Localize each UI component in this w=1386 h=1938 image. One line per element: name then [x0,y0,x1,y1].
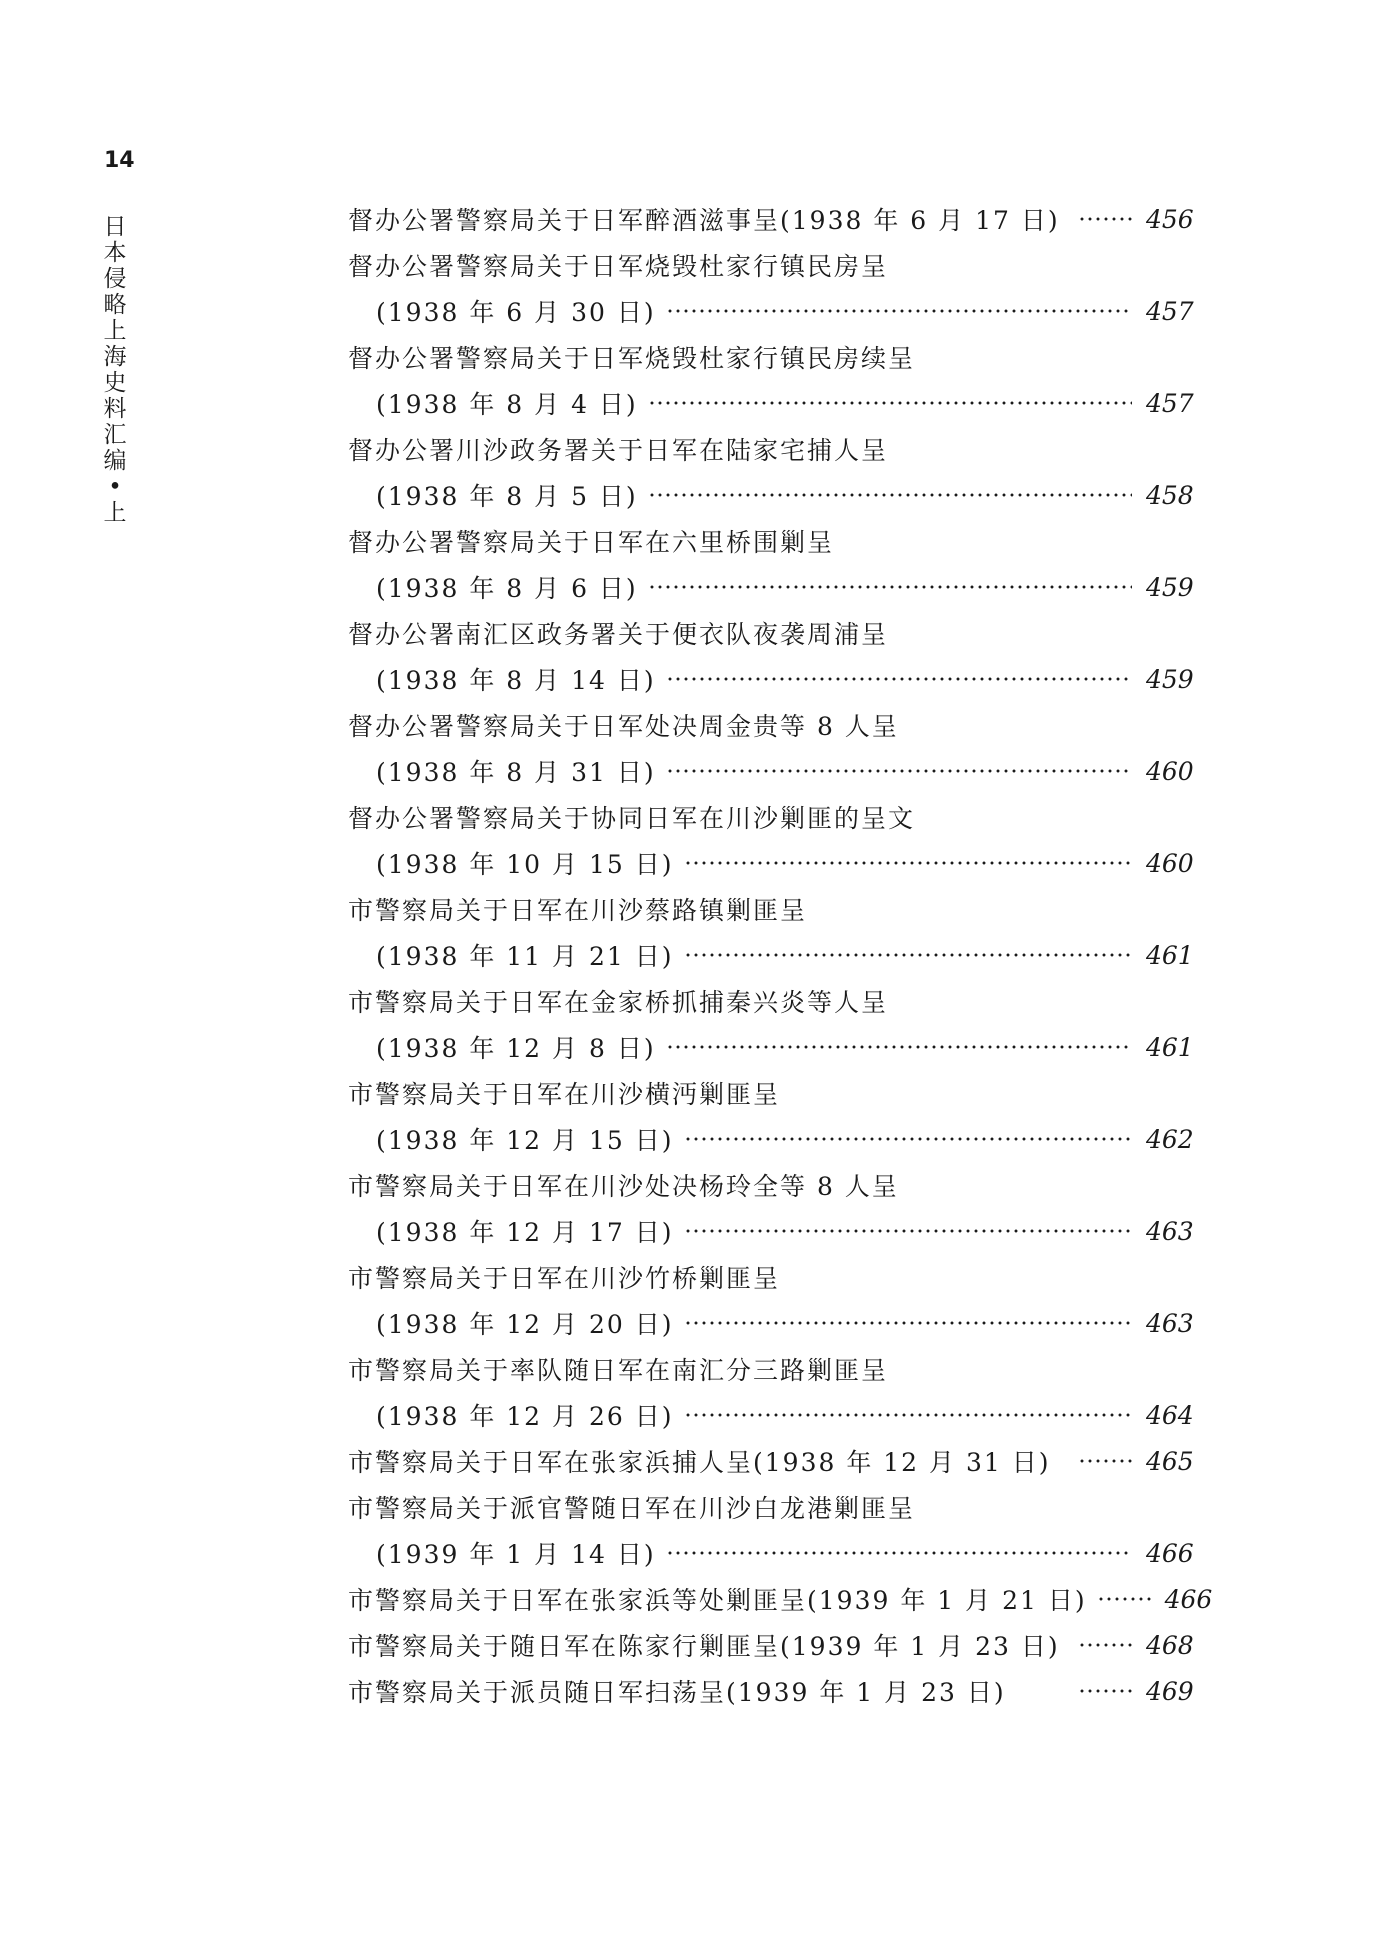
toc-entry-line [348,1484,1188,1530]
running-title-char: 史 [103,370,127,396]
dot-leader [1078,1641,1132,1649]
table-of-contents [348,196,1213,1714]
toc-entry-text: (1938 年 10 月 15 日) [376,850,674,879]
dot-leader [1097,1595,1151,1603]
running-title-char: 上 [103,318,127,344]
dot-leader [648,583,1132,591]
toc-page-number: 466 [1164,1584,1213,1614]
toc-entry-line [348,1300,1194,1346]
toc-entry-line [348,702,1188,748]
toc-entry-line [348,610,1188,656]
toc-entry-line [348,1576,1213,1622]
toc-entry-text: 市警察局关于日军在川沙竹桥剿匪呈 [348,1264,781,1293]
toc-entry-text: 市警察局关于派员随日军扫荡呈(1939 年 1 月 23 日) [348,1678,1006,1707]
dot-leader [1078,1687,1132,1695]
toc-entry-line [348,334,1188,380]
toc-entry-text: (1938 年 11 月 21 日) [376,942,674,971]
toc-entry-text: (1938 年 8 月 6 日) [376,574,638,603]
toc-entry-text: 市警察局关于随日军在陈家行剿匪呈(1939 年 1 月 23 日) [348,1632,1060,1661]
toc-page-number: 457 [1146,296,1194,326]
toc-entry-line [348,1392,1194,1438]
toc-entry-line [348,196,1194,242]
toc-entry-text: 督办公署警察局关于日军处决周金贵等 8 人呈 [348,712,899,741]
running-title [100,214,130,526]
toc-entry-text: 督办公署警察局关于日军烧毁杜家行镇民房续呈 [348,344,916,373]
toc-page-number: 459 [1146,664,1194,694]
toc-page-number: 465 [1146,1446,1194,1476]
toc-entry-line [348,242,1188,288]
toc-page-number: 457 [1146,388,1194,418]
toc-page-number: 458 [1146,480,1194,510]
toc-entry-text: (1939 年 1 月 14 日) [376,1540,656,1569]
toc-entry-text: 市警察局关于派官警随日军在川沙白龙港剿匪呈 [348,1494,916,1523]
toc-entry-line [348,1438,1194,1484]
toc-entry-line [348,1070,1188,1116]
toc-entry-text: (1938 年 8 月 4 日) [376,390,638,419]
toc-entry-text: 市警察局关于日军在金家桥抓捕秦兴炎等人呈 [348,988,889,1017]
dot-leader [1078,215,1132,223]
toc-page-number: 461 [1146,1032,1194,1062]
toc-entry-line [348,1254,1188,1300]
toc-entry-text: (1938 年 8 月 5 日) [376,482,638,511]
toc-entry-line [348,380,1194,426]
dot-leader [648,491,1132,499]
toc-entry-text: 督办公署警察局关于日军在六里桥围剿呈 [348,528,835,557]
toc-page-number: 460 [1146,848,1194,878]
toc-entry-text: (1938 年 12 月 20 日) [376,1310,674,1339]
dot-leader [666,307,1132,315]
toc-entry-line [348,288,1194,334]
toc-entry-text: 督办公署警察局关于日军烧毁杜家行镇民房呈 [348,252,889,281]
running-title-char: 上 [103,500,127,526]
toc-entry-text: (1938 年 12 月 8 日) [376,1034,656,1063]
toc-entry-text: 市警察局关于率队随日军在南汇分三路剿匪呈 [348,1356,889,1385]
running-title-char: 海 [103,344,127,370]
toc-entry-line [348,1208,1194,1254]
dot-leader [1078,1457,1132,1465]
toc-page-number: 462 [1146,1124,1194,1154]
toc-entry-text: 市警察局关于日军在川沙处决杨玲全等 8 人呈 [348,1172,899,1201]
toc-entry-line [348,1024,1194,1070]
toc-entry-line [348,932,1194,978]
page-number: 14 [104,148,135,173]
toc-page-number: 469 [1146,1676,1194,1706]
dot-leader [684,1319,1133,1327]
dot-leader [666,1043,1132,1051]
toc-entry-text: (1938 年 12 月 15 日) [376,1126,674,1155]
toc-entry-line [348,564,1194,610]
toc-entry-line [348,794,1188,840]
running-title-char: 侵 [103,266,127,292]
toc-page-number: 456 [1146,204,1194,234]
toc-entry-text: 市警察局关于日军在川沙蔡路镇剿匪呈 [348,896,808,925]
toc-entry-text: 督办公署警察局关于协同日军在川沙剿匪的呈文 [348,804,916,833]
toc-page-number: 464 [1146,1400,1194,1430]
toc-entry-text: (1938 年 6 月 30 日) [376,298,656,327]
running-title-char: 略 [103,292,127,318]
toc-page-number: 466 [1146,1538,1194,1568]
toc-entry-line [348,1346,1188,1392]
toc-entry-line [348,1668,1194,1714]
toc-entry-text: (1938 年 8 月 31 日) [376,758,656,787]
toc-entry-line [348,656,1194,702]
dot-leader [666,1549,1132,1557]
toc-entry-text: 市警察局关于日军在川沙横沔剿匪呈 [348,1080,781,1109]
dot-leader [684,1227,1133,1235]
dot-leader [684,859,1133,867]
toc-page-number: 460 [1146,756,1194,786]
dot-leader [684,1135,1133,1143]
toc-page-number: 461 [1146,940,1194,970]
running-title-char: 编 [103,448,127,474]
dot-leader [684,951,1133,959]
toc-entry-text: 市警察局关于日军在张家浜等处剿匪呈(1939 年 1 月 21 日) [348,1586,1087,1615]
toc-page-number: 459 [1146,572,1194,602]
toc-entry-text: 督办公署川沙政务署关于日军在陆家宅捕人呈 [348,436,889,465]
dot-leader [684,1411,1133,1419]
running-title-char: 本 [103,240,127,266]
toc-entry-line [348,518,1188,564]
dot-leader [666,675,1132,683]
toc-page-number: 463 [1146,1308,1194,1338]
running-title-char: 日 [103,214,127,240]
toc-entry-line [348,886,1188,932]
toc-entry-line [348,840,1194,886]
running-title-char: • [108,474,122,500]
toc-entry-line [348,978,1188,1024]
toc-entry-line [348,1530,1194,1576]
dot-leader [648,399,1132,407]
toc-entry-line [348,1162,1188,1208]
toc-entry-line [348,426,1188,472]
running-title-char: 料 [103,396,127,422]
toc-entry-text: (1938 年 12 月 17 日) [376,1218,674,1247]
toc-entry-text: 督办公署南汇区政务署关于便衣队夜袭周浦呈 [348,620,889,649]
toc-entry-text: (1938 年 8 月 14 日) [376,666,656,695]
toc-entry-text: 督办公署警察局关于日军醉酒滋事呈(1938 年 6 月 17 日) [348,206,1060,235]
dot-leader [666,767,1132,775]
toc-page-number: 463 [1146,1216,1194,1246]
toc-entry-text: 市警察局关于日军在张家浜捕人呈(1938 年 12 月 31 日) [348,1448,1051,1477]
toc-entry-line [348,1116,1194,1162]
toc-entry-text: (1938 年 12 月 26 日) [376,1402,674,1431]
toc-entry-line [348,748,1194,794]
toc-entry-line [348,472,1194,518]
toc-page-number: 468 [1146,1630,1194,1660]
running-title-char: 汇 [103,422,127,448]
toc-entry-line [348,1622,1194,1668]
